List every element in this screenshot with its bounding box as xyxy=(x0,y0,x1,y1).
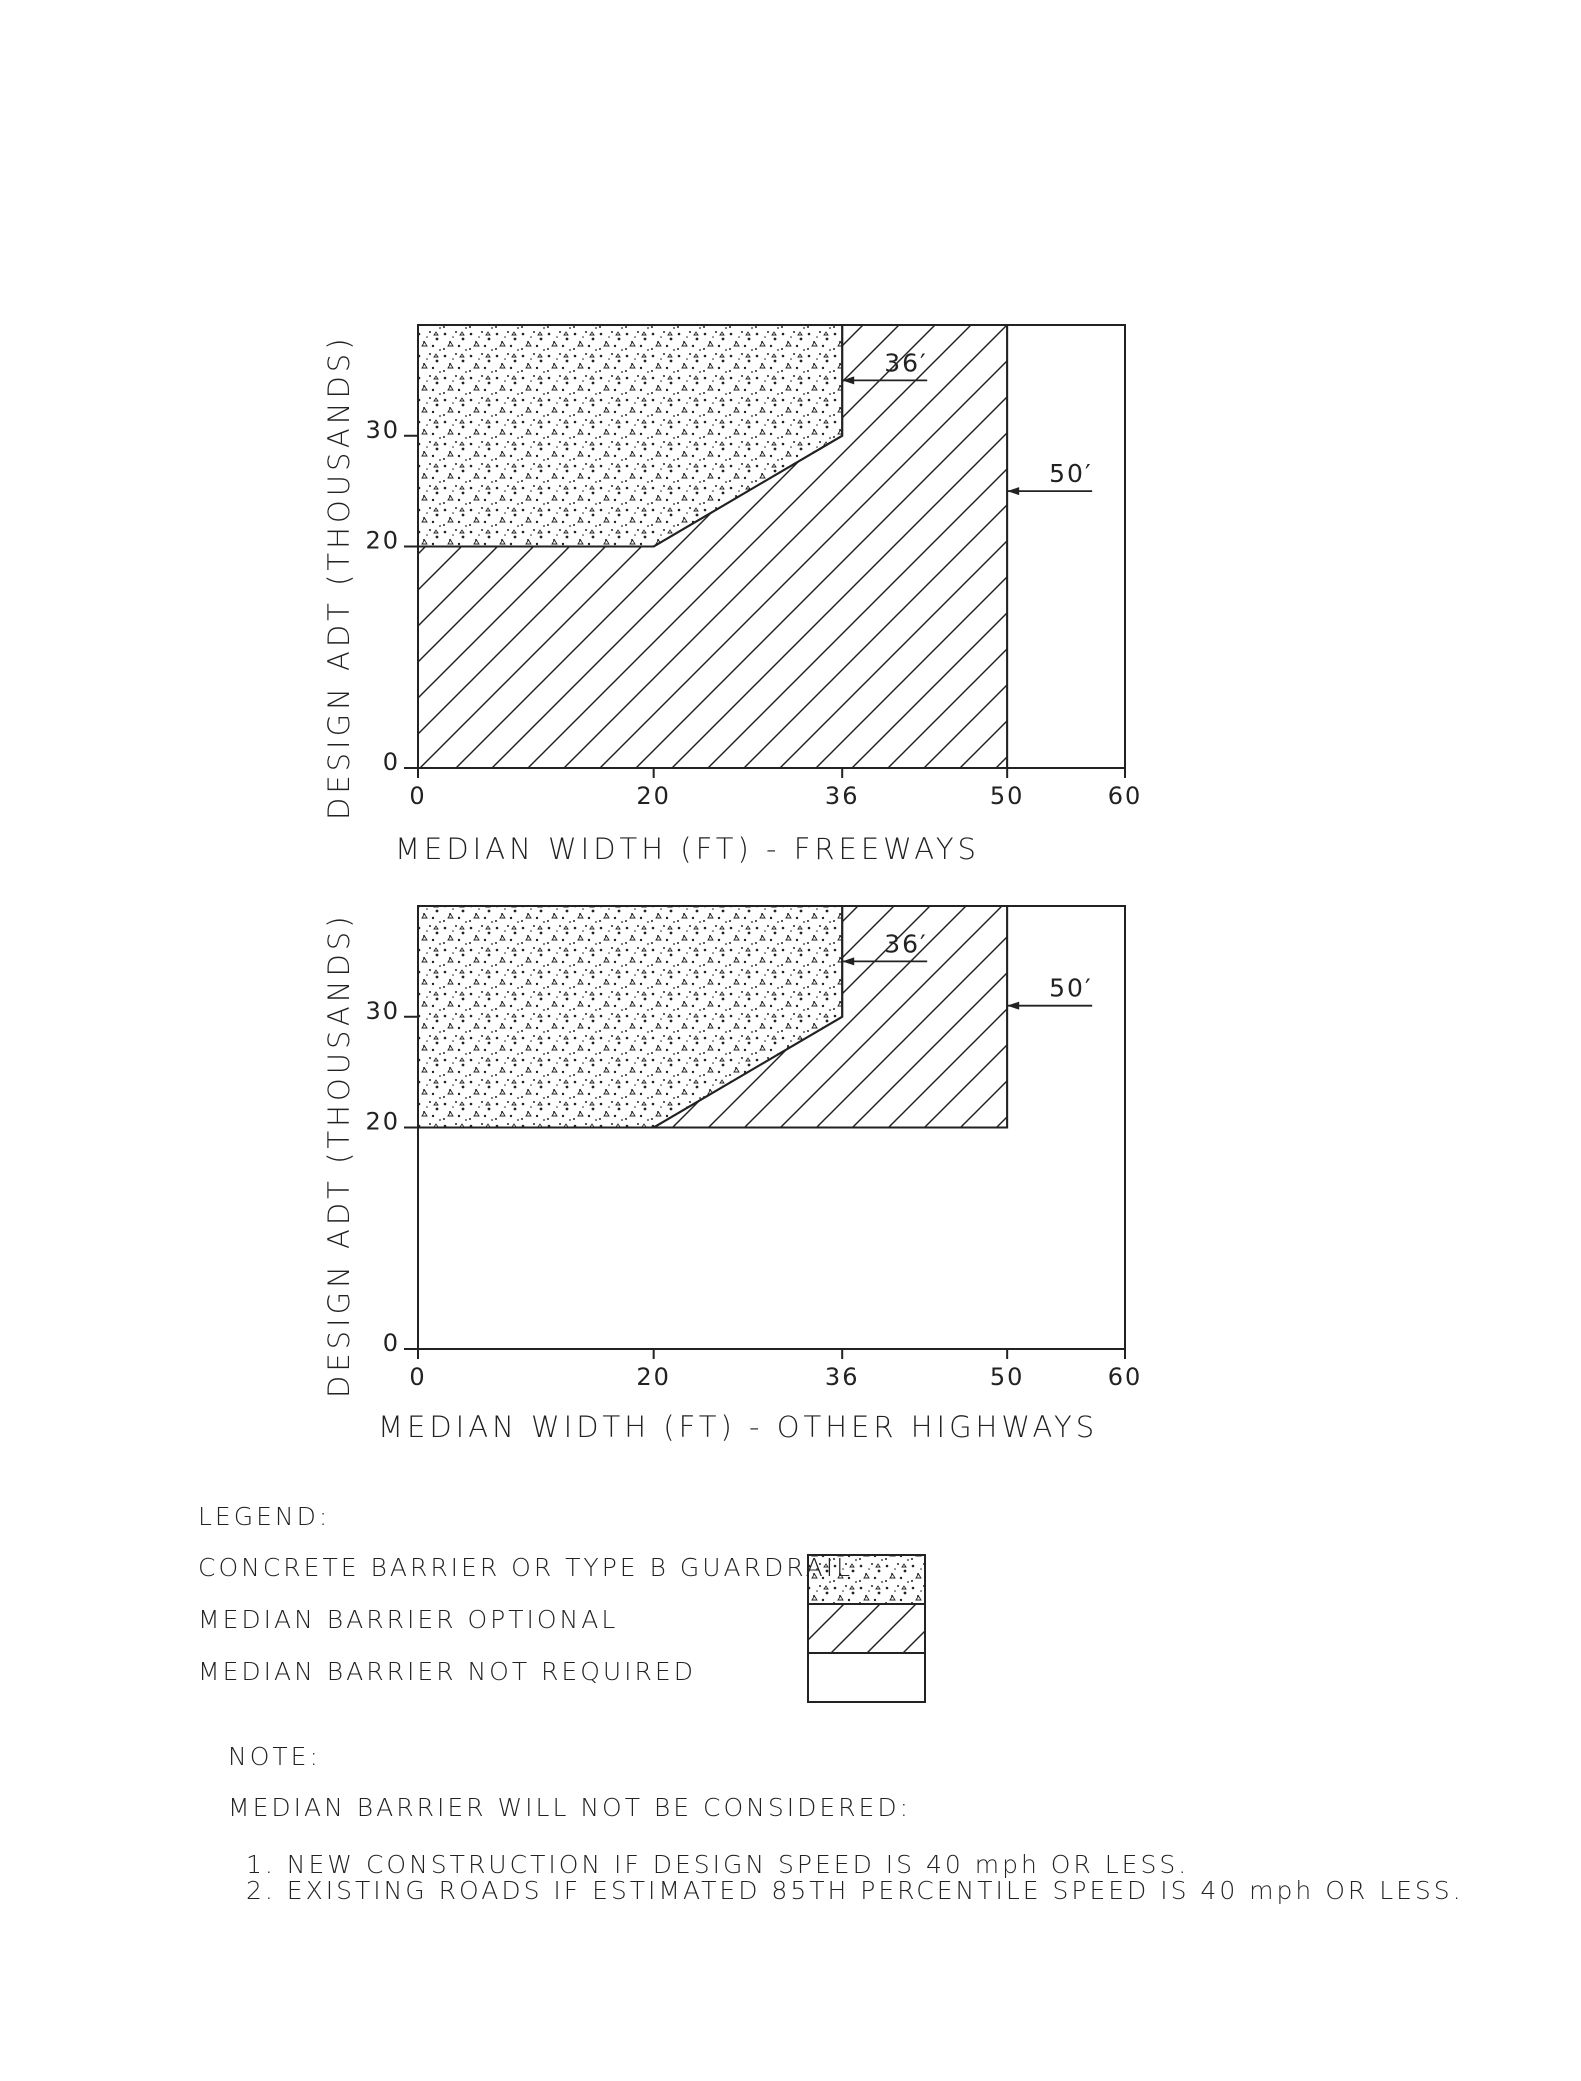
annotation-label: 36′ xyxy=(884,348,928,378)
chart1-xtick-label-0: 0 xyxy=(409,782,427,810)
note-item-1: 1. NEW CONSTRUCTION IF DESIGN SPEED IS 40 mph OR LESS. xyxy=(246,1850,1190,1879)
legend-swatch-none xyxy=(808,1653,925,1702)
chart1-xlabel: MEDIAN WIDTH (FT) - FREEWAYS xyxy=(395,832,980,866)
chart1-xtick-label-50: 50 xyxy=(989,782,1025,810)
chart-2 xyxy=(365,906,1142,1391)
chart1-xtick-label-36: 36 xyxy=(824,782,860,810)
chart2-xlabel: MEDIAN WIDTH (FT) - OTHER HIGHWAYS xyxy=(378,1410,1099,1444)
legend-label-concrete-barrier: CONCRETE BARRIER OR TYPE B GUARDRAIL xyxy=(198,1553,853,1582)
chart-1 xyxy=(365,325,1142,810)
chart2-xtick-label-20: 20 xyxy=(636,1363,671,1391)
chart2-ytick-label-30: 30 xyxy=(365,996,400,1025)
chart1-ytick-label-0: 0 xyxy=(382,748,400,776)
chart2-xtick-label-0: 0 xyxy=(409,1363,427,1391)
chart2-xtick-label-36: 36 xyxy=(824,1363,860,1391)
chart1-xtick-label-60: 60 xyxy=(1107,782,1143,810)
chart2-xtick-label-60: 60 xyxy=(1107,1363,1143,1391)
chart1-region-none xyxy=(1007,325,1125,768)
note-title: NOTE: xyxy=(228,1742,321,1771)
annotation-label: 36′ xyxy=(884,929,928,959)
chart2-ylabel: DESIGN ADT (THOUSANDS) xyxy=(322,912,356,1398)
chart1-ylabel: DESIGN ADT (THOUSANDS) xyxy=(322,334,356,820)
annotation-label: 50′ xyxy=(1049,973,1093,1003)
legend-label-barrier-optional: MEDIAN BARRIER OPTIONAL xyxy=(198,1605,619,1634)
chart2-ytick-label-20: 20 xyxy=(365,1107,400,1136)
chart1-xtick-label-20: 20 xyxy=(636,782,671,810)
chart1-ytick-label-30: 30 xyxy=(365,415,400,444)
legend-label-barrier-not-required: MEDIAN BARRIER NOT REQUIRED xyxy=(198,1657,696,1686)
note-intro: MEDIAN BARRIER WILL NOT BE CONSIDERED: xyxy=(228,1793,912,1822)
legend-title: LEGEND: xyxy=(198,1502,331,1531)
chart2-xtick-label-50: 50 xyxy=(989,1363,1025,1391)
annotation-label: 50′ xyxy=(1049,459,1093,489)
chart1-ytick-label-20: 20 xyxy=(365,526,400,555)
chart2-ytick-label-0: 0 xyxy=(382,1329,400,1357)
legend-swatch-hatch xyxy=(808,1604,925,1653)
note-item-2: 2. EXISTING ROADS IF ESTIMATED 85TH PERCENTILE SPEED IS 40 mph OR LESS. xyxy=(246,1876,1464,1905)
